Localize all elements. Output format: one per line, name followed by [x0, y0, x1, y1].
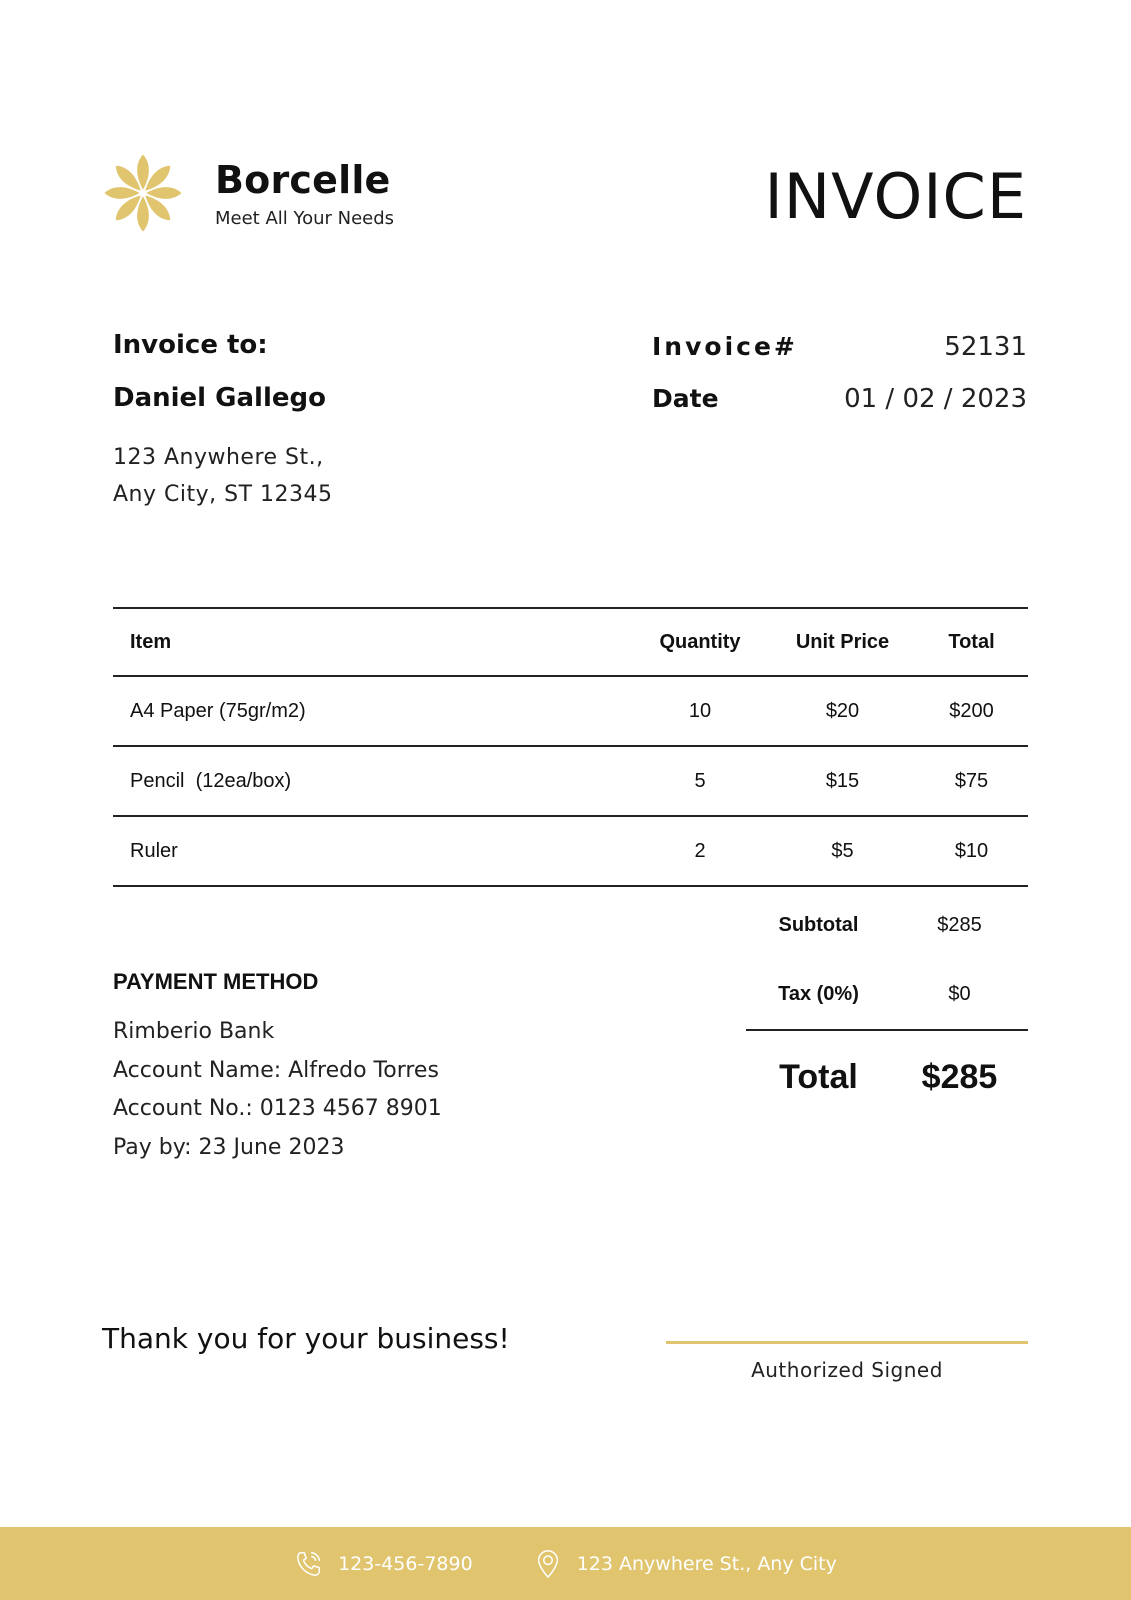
cell-quantity: 5 [694, 769, 706, 792]
payment-details [113, 1013, 442, 1167]
document-title: INVOICE [764, 160, 1027, 233]
subtotal-label: Subtotal [778, 913, 859, 936]
cell-total: $75 [954, 769, 989, 792]
header-item: Item [130, 630, 172, 653]
map-pin-icon [533, 1548, 563, 1580]
payment-method-title: PAYMENT METHOD [113, 969, 319, 994]
phone-number: 123-456-7890 [338, 1552, 473, 1575]
invoice-date-value: 01 / 02 / 2023 [844, 384, 1027, 414]
invoice-date-label: Date [652, 384, 719, 413]
cell-item: Pencil (12ea/box) [130, 769, 292, 792]
invoice-number-label: Invoice# [652, 332, 798, 361]
header-total: Total [948, 630, 995, 653]
cell-item: Ruler [130, 839, 178, 862]
grand-total-row [746, 1055, 1028, 1099]
address-line-2: Any City, ST 12345 [113, 482, 333, 507]
invoice-date-row [652, 384, 1027, 414]
signature-line [666, 1341, 1028, 1344]
subtotal-row [746, 910, 1028, 940]
bill-to-label: Invoice to: [113, 330, 268, 360]
brand-name: Borcelle [215, 158, 391, 202]
grand-total-label: Total [779, 1057, 858, 1096]
grand-total-value: $285 [921, 1057, 998, 1096]
line-items-table [113, 607, 1028, 887]
account-name: Account Name: Alfredo Torres [113, 1057, 439, 1083]
phone-icon [294, 1548, 324, 1580]
table-row [113, 817, 1028, 887]
table-row [113, 677, 1028, 747]
signature-label: Authorized Signed [751, 1358, 943, 1382]
footer-bar [0, 1527, 1131, 1600]
summary-divider [746, 1029, 1028, 1031]
bank-name: Rimberio Bank [113, 1019, 275, 1044]
header-unit-price: Unit Price [795, 630, 890, 653]
invoice-number-value: 52131 [944, 332, 1027, 362]
cell-unit-price: $15 [825, 769, 860, 792]
cell-total: $200 [949, 699, 994, 722]
invoice-number-row [652, 332, 1027, 362]
table-header [113, 607, 1028, 677]
table-row [113, 747, 1028, 817]
customer-name: Daniel Gallego [113, 383, 326, 413]
tax-row [746, 979, 1028, 1009]
brand-logo-icon [102, 152, 184, 234]
footer-phone [294, 1548, 473, 1580]
cell-unit-price: $5 [831, 839, 854, 862]
cell-total: $10 [954, 839, 989, 862]
tax-label: Tax (0%) [778, 982, 859, 1005]
customer-address [113, 439, 333, 513]
tax-value: $0 [948, 982, 971, 1005]
footer-address-text: 123 Anywhere St., Any City [576, 1552, 837, 1575]
address-line-1: 123 Anywhere St., [113, 445, 324, 470]
cell-unit-price: $20 [825, 699, 860, 722]
pay-by-date: Pay by: 23 June 2023 [113, 1134, 345, 1160]
thank-you-message: Thank you for your business! [102, 1322, 510, 1355]
cell-quantity: 2 [694, 839, 706, 862]
footer-address [533, 1548, 837, 1580]
cell-item: A4 Paper (75gr/m2) [130, 699, 306, 722]
account-number: Account No.: 0123 4567 8901 [113, 1096, 442, 1121]
subtotal-value: $285 [937, 913, 982, 936]
header-quantity: Quantity [659, 630, 741, 653]
cell-quantity: 10 [688, 699, 712, 722]
brand-tagline: Meet All Your Needs [215, 208, 395, 229]
